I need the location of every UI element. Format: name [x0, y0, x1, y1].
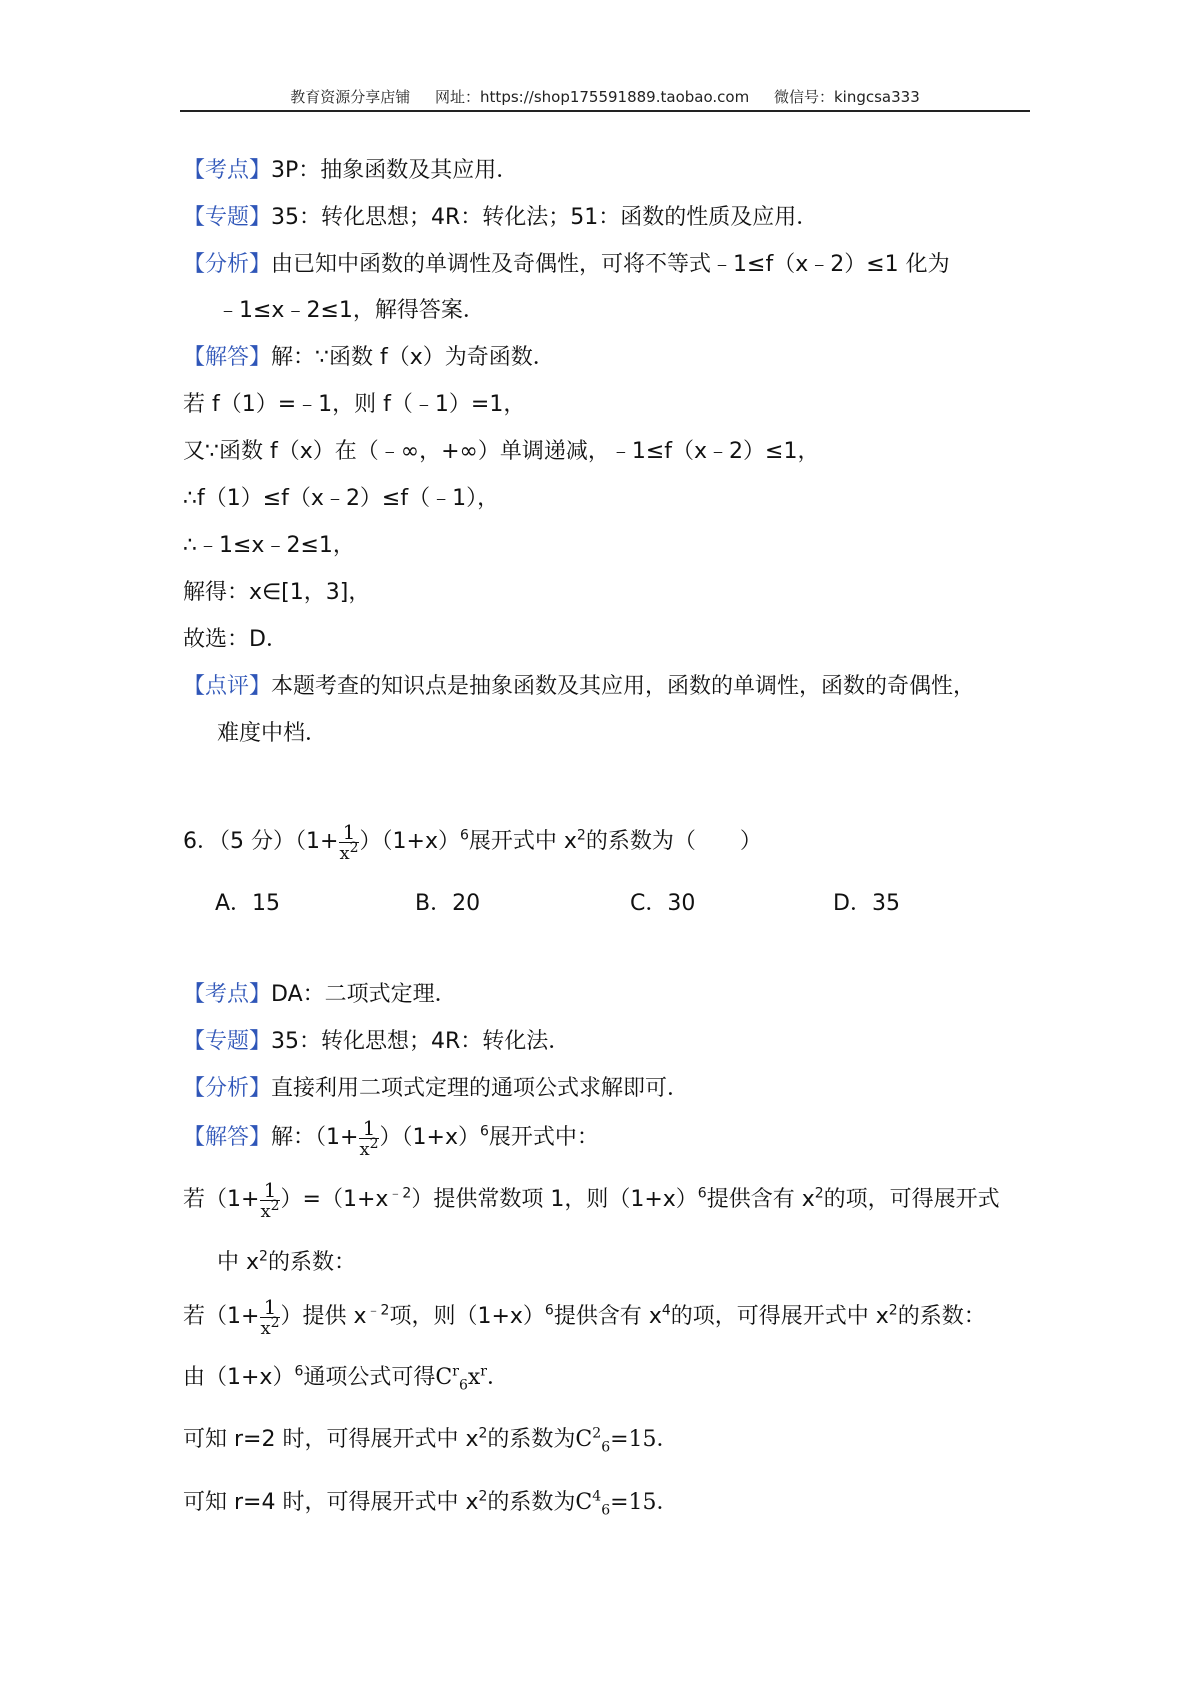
combination-term: $C^r_6x^r$ [435, 1363, 487, 1394]
q5-fenxi: 【分析】由已知中函数的单调性及奇偶性，可将不等式﹣1≤f（x﹣2）≤1 化为 [183, 252, 950, 277]
option-c: C．30 [630, 891, 696, 916]
q6-fenxi: 【分析】直接利用二项式定理的通项公式求解即可． [183, 1076, 690, 1101]
q6-case-1-cont: 中 $x^2$的系数： [217, 1248, 356, 1275]
option-a: A．15 [215, 891, 281, 916]
q6-case-2: 若（1+ $\frac{1}{x^2}$ ）提供 $x^{﹣2}$项，则$(1+x)^6$提供含有 $x^4$的项，可得展开式中 $x^2$的系数： [183, 1294, 986, 1339]
dianping-tag: 【点评】 [183, 674, 272, 699]
q5-fenxi-cont: ﹣1≤x﹣2≤1，解得答案． [217, 298, 485, 323]
q5-step-6: 故选：D． [183, 627, 288, 652]
q6-stem: 6．（5 分）（1+ $\frac{1}{x^2}$ ）$(1+x)^6$展开式中 $x^2$的系数为（ ） [183, 819, 762, 864]
q5-step-2: 又∵函数 f（x）在（﹣∞，+∞）单调递减，﹣1≤f（x﹣2）≤1， [183, 439, 820, 464]
q5-step-3: ∴f（1）≤f（x﹣2）≤f（﹣1）， [183, 486, 500, 511]
q5-dianping: 【点评】本题考查的知识点是抽象函数及其应用，函数的单调性，函数的奇偶性， [183, 674, 976, 699]
header-wechat: 微信号：kingcsa333 [773, 88, 920, 106]
q6-r2: 可知 r=2 时，可得展开式中 $x^2$的系数为$C^2_6=15$． [183, 1425, 679, 1456]
q5-dianping-cont: 难度中档． [217, 721, 328, 746]
page-header [180, 86, 1030, 110]
fenxi-tag: 【分析】 [183, 252, 272, 277]
q6-general-term: 由$(1+x)^6$通项公式可得$C^r_6x^r$． [183, 1363, 509, 1394]
zhuanti-tag: 【专题】 [183, 205, 272, 230]
q5-zhuanti: 【专题】35：转化思想；4R：转化法；51：函数的性质及应用． [183, 205, 819, 230]
q5-step-1: 若 f（1）=﹣1，则 f（﹣1）=1， [183, 392, 526, 417]
header-shop: 教育资源分享店铺 [290, 88, 411, 106]
kaodian-tag: 【考点】 [183, 158, 272, 183]
option-b: B．20 [415, 891, 481, 916]
q5-kaodian: 【考点】3P：抽象函数及其应用． [183, 158, 519, 183]
header-divider [180, 110, 1030, 112]
q5-step-5: 解得：x∈[1，3]， [183, 580, 371, 605]
q6-zhuanti: 【专题】35：转化思想；4R：转化法． [183, 1029, 571, 1054]
q5-jieda: 【解答】解：∵函数 f（x）为奇函数． [183, 345, 555, 370]
q6-kaodian: 【考点】DA：二项式定理． [183, 982, 457, 1007]
q6-case-1: 若（1+ $\frac{1}{x^2}$ ）$=(1+x^{﹣2})$提供常数项 1，则$(1+x)^6$提供含有 $x^2$的项，可得展开式 [183, 1177, 1000, 1222]
combination-c62: $C^2_6=15$ [575, 1425, 657, 1456]
q5-step-4: ∴﹣1≤x﹣2≤1， [183, 533, 355, 558]
header-site: 网址：https://shop175591889.taobao.com [435, 88, 750, 106]
option-d: D．35 [833, 891, 900, 916]
q6-r4: 可知 r=4 时，可得展开式中 $x^2$的系数为$C^4_6=15$． [183, 1488, 679, 1519]
q6-jieda: 【解答】解：（1+ $\frac{1}{x^2}$ ）$(1+x)^6$展开式中： [183, 1115, 599, 1160]
combination-c64: $C^4_6=15$ [575, 1488, 657, 1519]
jieda-tag: 【解答】 [183, 345, 272, 370]
fraction: $\frac{1}{x^2}$ [339, 819, 359, 864]
